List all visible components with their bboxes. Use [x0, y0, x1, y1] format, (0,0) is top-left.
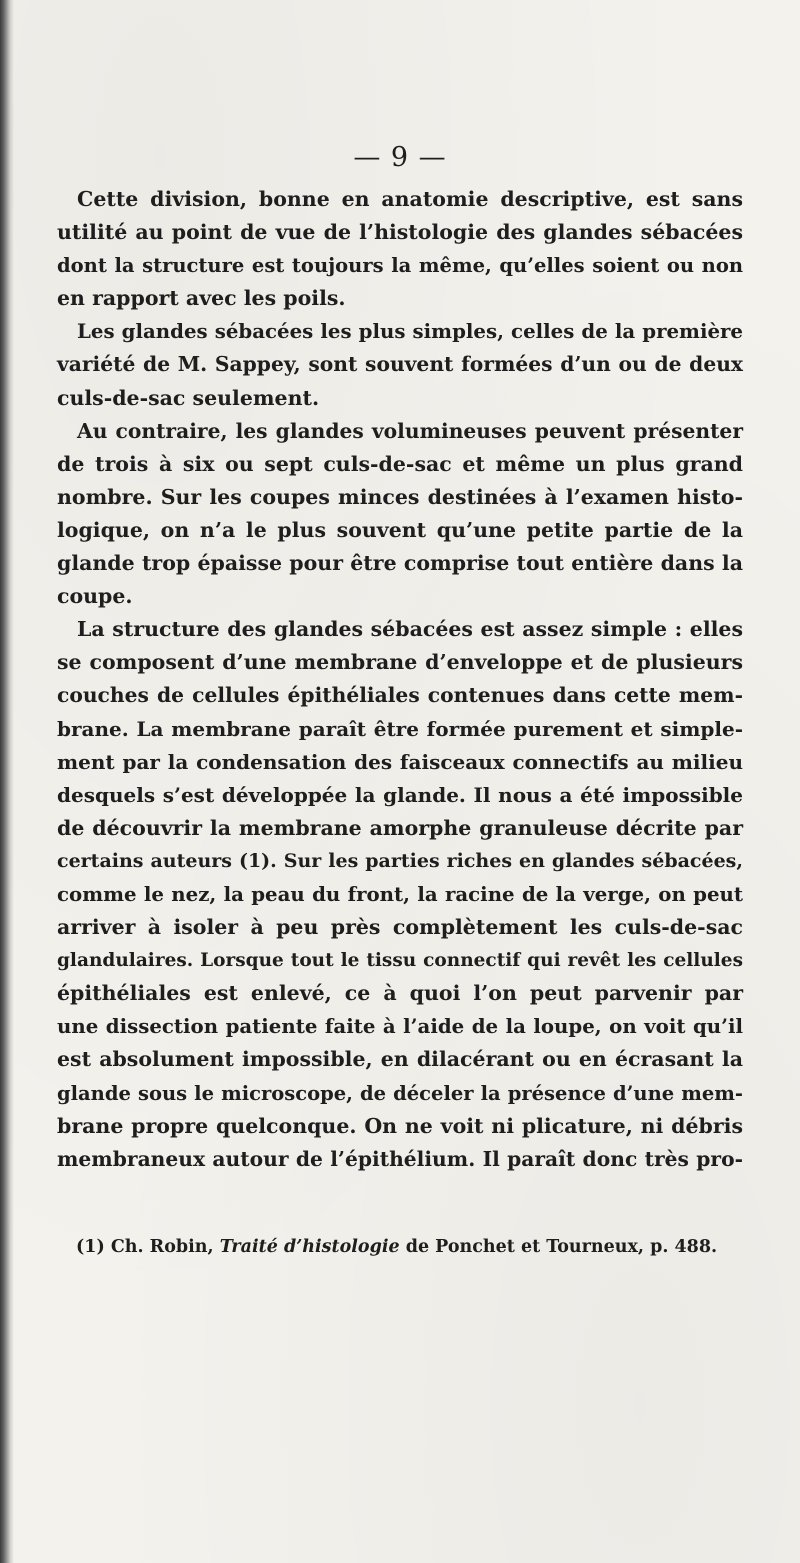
text-line: Les glandes sébacées les plus simples, celles de la première [77, 319, 743, 344]
page-binding-edge [0, 0, 14, 1563]
footnote-title: Traité d’histologie [219, 1237, 400, 1257]
page-number: — 9 — [353, 142, 447, 173]
text-line: glande sous le microscope, de déceler la présence d’une mem- [57, 1081, 743, 1105]
text-line: comme le nez, la peau du front, la racine de la verge, on peut [57, 881, 743, 906]
text-line: brane. La membrane paraît être formée purement et simple- [57, 716, 743, 741]
text-line: nombre. Sur les coupes minces destinées à l’examen histo- [57, 484, 743, 509]
footnote-prefix: (1) Ch. Robin, [76, 1237, 220, 1257]
footnote-suffix: de Ponchet et Tourneux, p. 488. [399, 1237, 718, 1257]
text-line: en rapport avec les poils. [57, 286, 346, 311]
text-line: logique, on n’a le plus souvent qu’une petite partie de la [57, 517, 743, 542]
text-line: est absolument impossible, en dilacérant ou en écrasant la [57, 1047, 743, 1072]
text-line: membraneux autour de l’épithélium. Il paraît donc très pro- [57, 1146, 743, 1171]
text-line: coupe. [57, 584, 133, 609]
text-line: ment par la condensation des faisceaux connectifs au milieu [57, 749, 743, 774]
text-line: arriver à isoler à peu près complètement les culs-de-sac [57, 915, 743, 940]
text-line: utilité au point de vue de l’histologie des glandes sébacées [57, 220, 743, 245]
text-line: culs-de-sac seulement. [57, 385, 320, 410]
footnote [76, 1237, 756, 1257]
text-line: couches de cellules épithéliales contenues dans cette mem- [57, 683, 743, 708]
body-text [57, 183, 743, 1176]
text-line: certains auteurs (1). Sur les parties riches en glandes sébacées, [57, 849, 743, 872]
text-line: desquels s’est développée la glande. Il nous a été impossible [57, 782, 743, 807]
text-line: dont la structure est toujours la même, qu’elles soient ou non [57, 254, 743, 278]
text-line: La structure des glandes sébacées est assez simple : elles [77, 617, 743, 642]
text-line: se composent d’une membrane d’enveloppe et de plusieurs [57, 650, 743, 675]
text-line: de trois à six ou sept culs-de-sac et même un plus grand [57, 451, 743, 476]
text-line: Au contraire, les glandes volumineuses peuvent présenter [77, 418, 743, 443]
text-line: épithéliales est enlevé, ce à quoi l’on peut parvenir par [57, 981, 743, 1006]
text-line: brane propre quelconque. On ne voit ni plicature, ni débris [57, 1113, 743, 1138]
text-line: Cette division, bonne en anatomie descriptive, est sans [77, 187, 743, 211]
text-line: variété de M. Sappey, sont souvent formées d’un ou de deux [57, 352, 743, 377]
text-line: glandulaires. Lorsque tout le tissu connectif qui revêt les cellules [57, 950, 743, 972]
text-line: une dissection patiente faite à l’aide de la loupe, on voit qu’il [57, 1014, 743, 1039]
text-line: de découvrir la membrane amorphe granuleuse décrite par [57, 815, 743, 840]
text-line: glande trop épaisse pour être comprise tout entière dans la [57, 551, 743, 576]
